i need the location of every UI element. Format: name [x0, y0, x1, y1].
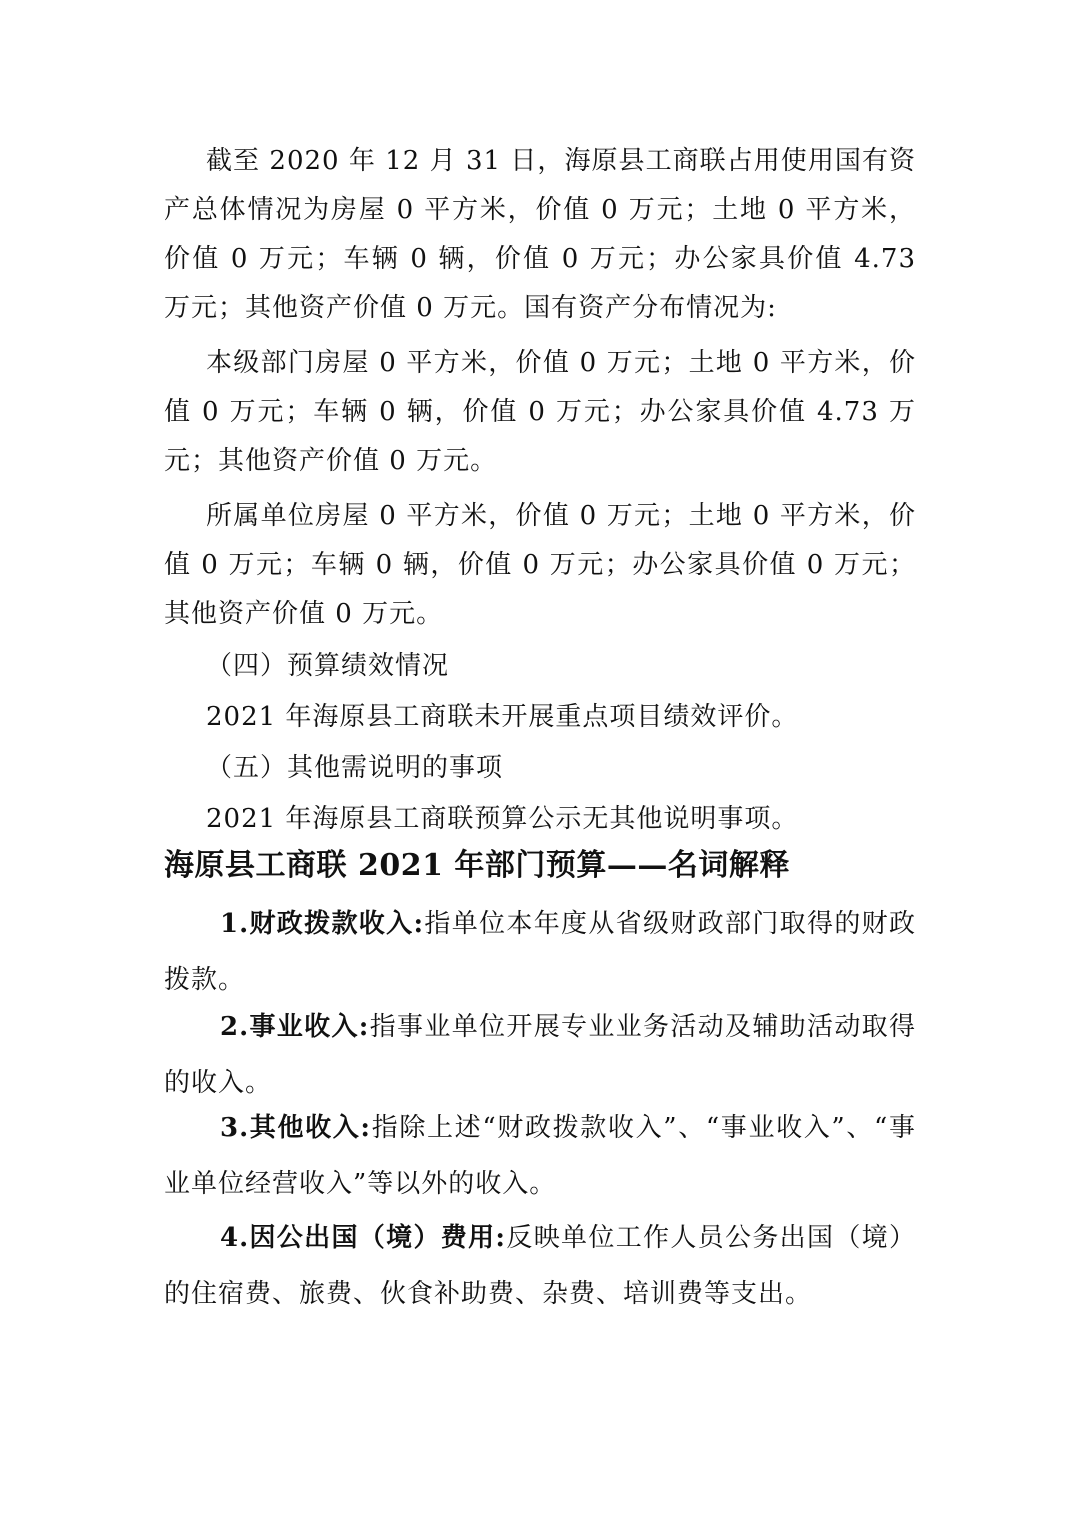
glossary-term-3-definition: 指除上述“财政拨款收入”、“事业收入”、“事业单位经营收入”等以外的收入。 — [164, 1113, 916, 1199]
glossary-term-4 — [164, 1210, 916, 1322]
glossary-term-3-label: 3.其他收入: — [220, 1113, 372, 1143]
glossary-term-1-label: 1.财政拨款收入: — [220, 909, 425, 939]
section-4-title: （四）预算绩效情况 — [206, 651, 450, 681]
section-5-text: 2021 年海原县工商联预算公示无其他说明事项。 — [206, 804, 799, 834]
glossary-term-2 — [164, 999, 916, 1111]
glossary-term-4-definition: 反映单位工作人员公务出国（境）的住宿费、旅费、伙食补助费、杂费、培训费等支出。 — [164, 1223, 916, 1309]
section-5-title: （五）其他需说明的事项 — [206, 753, 504, 783]
assets-total-paragraph: 截至 2020 年 12 月 31 日，海原县工商联占用使用国有资产总体情况为房屋 0 平方米，价值 0 万元；土地 0 平方米，价值 0 万元；车辆 0 辆，价值 0 万元；办公家具价值 4.73 万元；其他资产价值 0 万元。国有资产分布情况为: — [164, 146, 916, 323]
glossary-term-3 — [164, 1100, 916, 1212]
glossary-term-1-definition: 指单位本年度从省级财政部门取得的财政拨款。 — [164, 909, 916, 995]
glossary-term-1 — [164, 896, 916, 1008]
assets-dept-paragraph: 本级部门房屋 0 平方米，价值 0 万元；土地 0 平方米，价值 0 万元；车辆 0 辆，价值 0 万元；办公家具价值 4.73 万元；其他资产价值 0 万元。 — [164, 348, 916, 476]
glossary-term-2-definition: 指事业单位开展专业业务活动及辅助活动取得的收入。 — [164, 1012, 916, 1098]
section-4-text: 2021 年海原县工商联未开展重点项目绩效评价。 — [206, 702, 799, 732]
glossary-term-2-label: 2.事业收入: — [220, 1012, 370, 1042]
assets-units-paragraph: 所属单位房屋 0 平方米，价值 0 万元；土地 0 平方米，价值 0 万元；车辆 0 辆，价值 0 万元；办公家具价值 0 万元；其他资产价值 0 万元。 — [164, 501, 916, 629]
glossary-title: 海原县工商联 2021 年部门预算——名词解释 — [164, 848, 790, 883]
glossary-term-4-label: 4.因公出国（境）费用: — [220, 1223, 507, 1253]
